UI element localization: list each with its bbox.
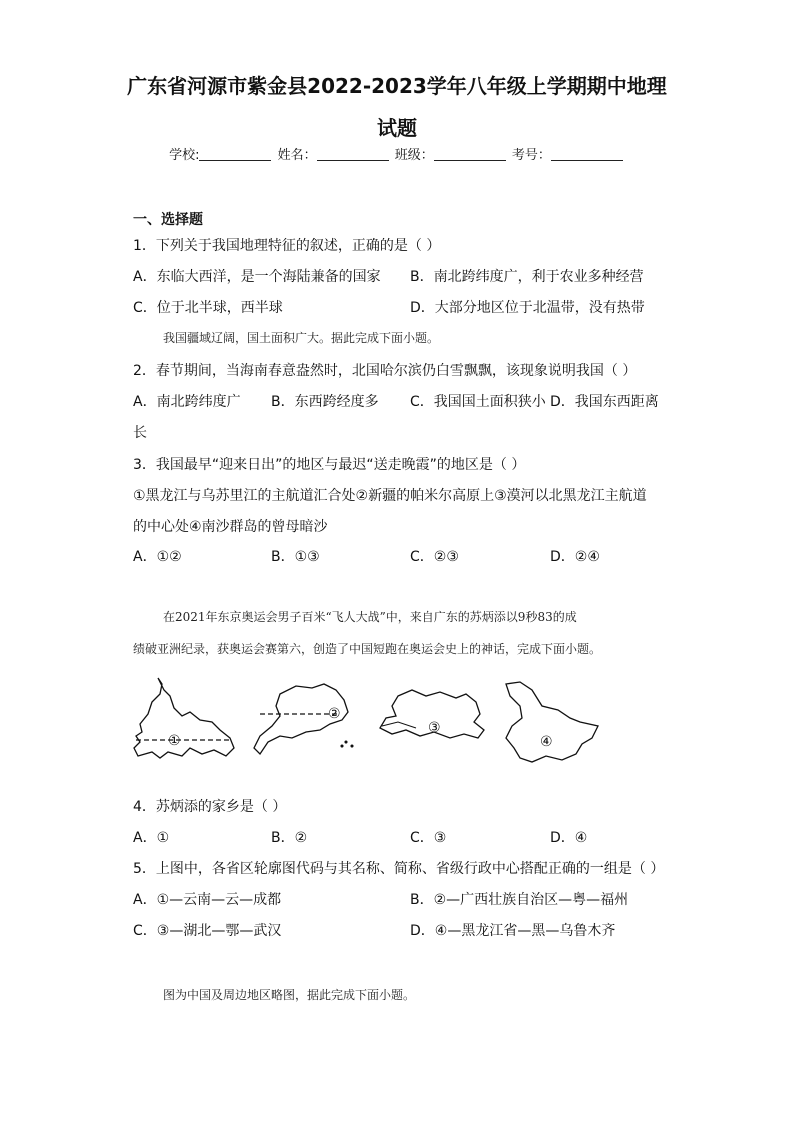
map-label-2: ② <box>328 706 341 722</box>
school-blank <box>199 148 271 161</box>
q2-option-d-wrap: 长 <box>133 425 147 441</box>
province-outline-maps <box>130 672 630 772</box>
school-label: 学校: <box>169 148 200 163</box>
province-map-3 <box>380 690 484 738</box>
q5-option-d: D．④—黑龙江省—黑—乌鲁木齐 <box>410 923 616 939</box>
q4-option-b: B．② <box>271 830 308 846</box>
q4-option-d: D．④ <box>550 830 588 846</box>
map-label-4: ④ <box>540 734 553 750</box>
map-label-1: ① <box>168 733 181 749</box>
page-title-line2: 试题 <box>377 116 417 140</box>
q4-stem: 4．苏炳添的家乡是（ ） <box>133 799 287 815</box>
province-map-1 <box>134 678 234 758</box>
student-info-row <box>0 144 794 163</box>
q3-stem: 3．我国最早“迎来日出”的地区与最迟“送走晚霞”的地区是（ ） <box>133 457 526 473</box>
q2-stem: 2．春节期间，当海南春意盎然时，北国哈尔滨仍白雪飘飘，该现象说明我国（ ） <box>133 363 637 379</box>
q4-option-a: A．① <box>133 830 170 846</box>
q1-option-d: D．大部分地区位于北温带，没有热带 <box>410 300 645 316</box>
exam-no-blank <box>551 148 623 161</box>
q3-option-b: B．①③ <box>271 549 320 565</box>
intro-3: 图为中国及周边地区略图，据此完成下面小题。 <box>163 988 416 1002</box>
q2-option-c: C．我国国土面积狭小 <box>410 394 546 410</box>
exam-no-label: 考号： <box>511 148 551 163</box>
name-label: 姓名： <box>277 148 317 163</box>
province-map-4 <box>506 682 598 762</box>
q3-option-a: A．①② <box>133 549 182 565</box>
q1-stem: 1．下列关于我国地理特征的叙述，正确的是（ ） <box>133 238 441 254</box>
name-blank <box>317 148 389 161</box>
q2-option-d: D．我国东西距离 <box>550 394 659 410</box>
q5-option-a: A．①—云南—云—成都 <box>133 892 282 908</box>
q1-option-a: A．东临大西洋，是一个海陆兼备的国家 <box>133 269 381 285</box>
q1-option-c: C．位于北半球，西半球 <box>133 300 283 316</box>
q5-stem: 5．上图中，各省区轮廓图代码与其名称、简称、省级行政中心搭配正确的一组是（ ） <box>133 861 665 877</box>
q5-option-c: C．③—湖北—鄂—武汉 <box>133 923 282 939</box>
q1-option-b: B．南北跨纬度广，利于农业多种经营 <box>410 269 644 285</box>
q3-choices-line2: 的中心处④南沙群岛的曾母暗沙 <box>133 519 328 535</box>
section-heading: 一、选择题 <box>133 212 203 228</box>
q3-choices-line1: ①黑龙江与乌苏里江的主航道汇合处②新疆的帕米尔高原上③漠河以北黑龙江主航道 <box>133 488 647 504</box>
q3-option-c: C．②③ <box>410 549 459 565</box>
intro-1: 我国疆域辽阔，国土面积广大。据此完成下面小题。 <box>163 331 440 345</box>
province-map-2 <box>254 684 353 754</box>
q3-option-d: D．②④ <box>550 549 600 565</box>
map-label-3: ③ <box>428 720 441 736</box>
page-title-line1: 广东省河源市紫金县2022-2023学年八年级上学期期中地理 <box>127 74 667 98</box>
q4-option-c: C．③ <box>410 830 447 846</box>
q2-option-b: B．东西跨经度多 <box>271 394 379 410</box>
intro-2-line2: 绩破亚洲纪录，获奥运会赛第六，创造了中国短跑在奥运会史上的神话，完成下面小题。 <box>133 642 602 656</box>
intro-2-line1: 在2021年东京奥运会男子百米“飞人大战”中，来自广东的苏炳添以9秒83的成 <box>163 610 577 624</box>
q5-option-b: B．②—广西壮族自治区—粤—福州 <box>410 892 629 908</box>
class-blank <box>434 148 506 161</box>
q2-option-a: A．南北跨纬度广 <box>133 394 241 410</box>
class-label: 班级： <box>394 148 434 163</box>
